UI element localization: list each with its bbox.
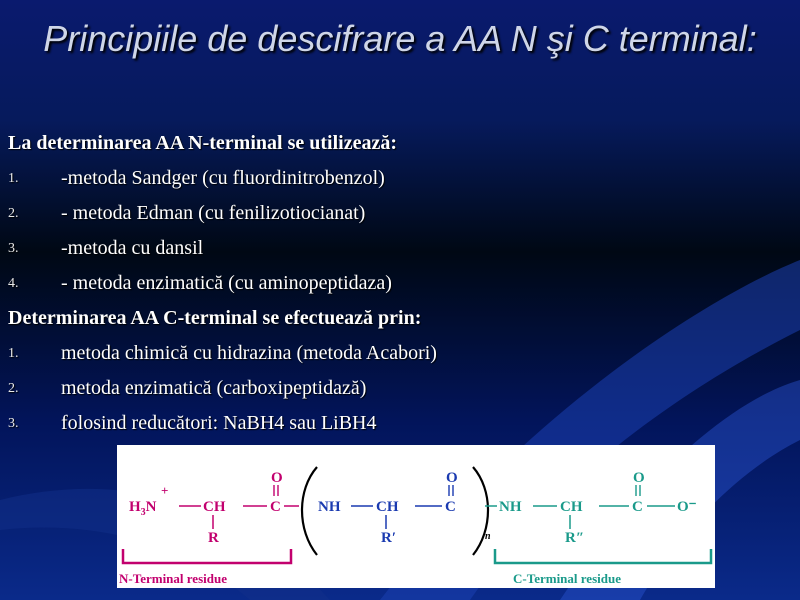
list-item	[8, 336, 798, 371]
item-number: 2.	[8, 206, 19, 221]
list-item	[8, 266, 798, 301]
list-item	[8, 196, 798, 231]
ch-group-1: CH	[203, 499, 226, 515]
r-group-3: R″	[565, 530, 585, 546]
item-text: - metoda Edman (cu fenilizotiocianat)	[61, 202, 366, 224]
c-group-3: C	[632, 499, 643, 515]
c-group-2: C	[445, 499, 456, 515]
c-group-1: C	[270, 499, 281, 515]
list-item	[8, 371, 798, 406]
o-group-3: O	[633, 470, 645, 486]
item-number: 3.	[8, 241, 19, 256]
list-item	[8, 231, 798, 266]
n-terminal-heading: La determinarea AA N-terminal se utilizează:	[8, 132, 397, 154]
item-text: -metoda Sandger (cu fluordinitrobenzol)	[61, 167, 385, 189]
ch-group-3: CH	[560, 499, 583, 515]
list-item	[8, 161, 798, 196]
list-item	[8, 406, 798, 441]
o-group-2: O	[446, 470, 458, 486]
nh-group-1: NH	[318, 499, 341, 515]
charge-plus: +	[161, 483, 169, 498]
repeat-subscript: n	[485, 531, 491, 542]
item-text: metoda enzimatică (carboxipeptidază)	[61, 377, 367, 399]
item-number: 4.	[8, 276, 19, 291]
c-terminal-label: C-Terminal residue	[513, 571, 621, 586]
ch-group-2: CH	[376, 499, 399, 515]
item-text: folosind reducători: NaBH4 sau LiBH4	[61, 412, 377, 434]
item-text: -metoda cu dansil	[61, 237, 204, 259]
r-group-2: R′	[381, 530, 397, 546]
o-group-1: O	[271, 470, 283, 486]
c-terminal-heading: Determinarea AA C-terminal se efectuează prin:	[8, 307, 422, 329]
o-minus-group: O⁻	[677, 499, 697, 515]
item-text: metoda chimică cu hidrazina (metoda Acabori)	[61, 342, 437, 364]
slide-content	[8, 126, 798, 441]
item-number: 1.	[8, 346, 19, 361]
h3n-group: $H_3N$	[129, 499, 157, 518]
peptide-structure-figure	[117, 445, 715, 588]
item-number: 1.	[8, 171, 19, 186]
item-number: 2.	[8, 381, 19, 396]
item-text: - metoda enzimatică (cu aminopeptidaza)	[61, 272, 392, 294]
slide-title: Principiile de descifrare a AA N şi C terminal:	[43, 18, 757, 59]
n-terminal-label: N-Terminal residue	[119, 571, 227, 586]
r-group-1: R	[208, 530, 219, 546]
nh-group-2: NH	[499, 499, 522, 515]
item-number: 3.	[8, 416, 19, 431]
